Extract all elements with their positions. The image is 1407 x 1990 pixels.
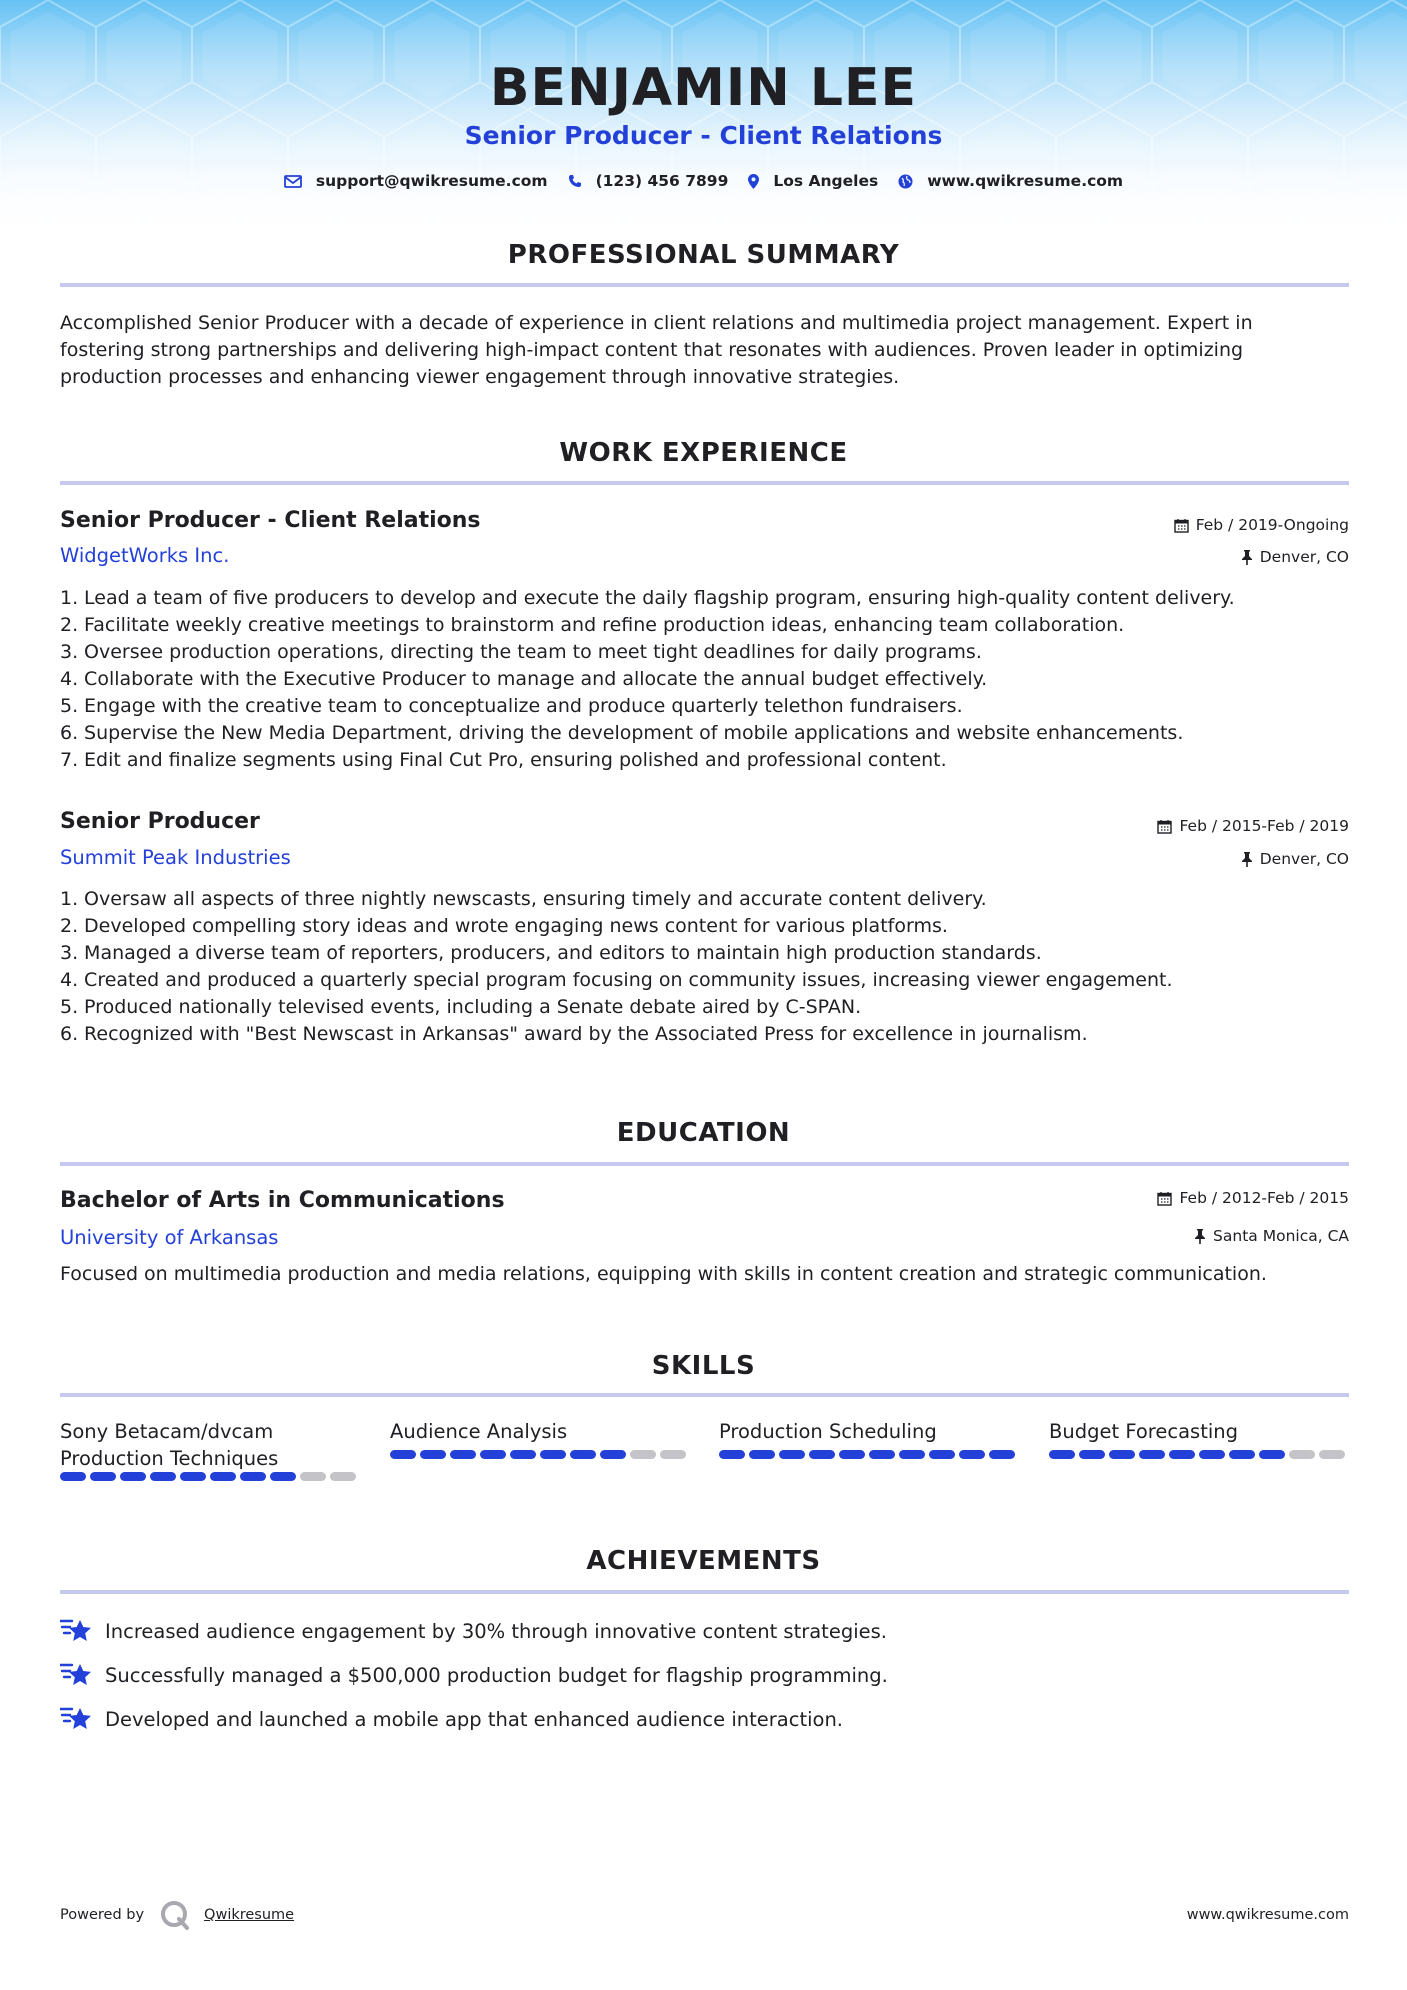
summary-divider: [60, 283, 1349, 287]
achievements-heading: ACHIEVEMENTS: [586, 1546, 821, 1576]
job-location-text: Denver, CO: [1259, 548, 1349, 566]
achievement-text: Developed and launched a mobile app that enhanced audience interaction.: [105, 1707, 844, 1731]
summary-line: fostering strong partnerships and delivering high-impact content that resonates with audiences. Proven leader in optimizing: [60, 339, 1244, 361]
skill-level-bar: [60, 1472, 360, 1481]
footer-powered-by: [60, 1900, 294, 1930]
skill-level-bar: [390, 1450, 690, 1459]
skill-segment-filled: [1169, 1450, 1195, 1459]
pushpin-icon: [1194, 1229, 1206, 1244]
skill-name: Sony Betacam/dvcam Production Techniques: [60, 1420, 279, 1470]
skills-divider: [60, 1393, 1349, 1397]
education-school: University of Arkansas: [60, 1226, 279, 1249]
job-location: [1241, 548, 1349, 566]
list-item: 6. Supervise the New Media Department, driving the development of mobile applications and website enhancements.: [60, 722, 1184, 744]
skill-segment-filled: [450, 1450, 476, 1459]
contact-email[interactable]: [284, 172, 548, 190]
skill-item: [719, 1418, 1019, 1459]
skill-segment-filled: [1139, 1450, 1165, 1459]
pushpin-icon: [1241, 550, 1253, 565]
job-location: [1241, 850, 1349, 868]
job-company: Summit Peak Industries: [60, 846, 291, 869]
skill-segment-filled: [1079, 1450, 1105, 1459]
skill-segment-filled: [1199, 1450, 1225, 1459]
header-background: [0, 0, 1407, 240]
skill-level-bar: [719, 1450, 1019, 1459]
skill-segment-filled: [120, 1472, 146, 1481]
list-item: 3. Managed a diverse team of reporters, producers, and editors to maintain high production standards.: [60, 942, 1042, 964]
contact-email-text: support@qwikresume.com: [315, 172, 548, 190]
list-item: 2. Facilitate weekly creative meetings to brainstorm and refine production ideas, enhancing team collaboration.: [60, 614, 1125, 636]
skill-name: Audience Analysis: [390, 1420, 568, 1443]
education-degree: Bachelor of Arts in Communications: [60, 1188, 505, 1213]
skill-segment-filled: [150, 1472, 176, 1481]
list-item: 7. Edit and finalize segments using Final Cut Pro, ensuring polished and professional content.: [60, 749, 947, 771]
skill-segment-filled: [570, 1450, 596, 1459]
skill-segment-filled: [420, 1450, 446, 1459]
skill-item: [390, 1418, 690, 1459]
list-item: 5. Produced nationally televised events, including a Senate debate aired by C-SPAN.: [60, 996, 862, 1018]
education-date: [1157, 1189, 1349, 1207]
skill-segment-filled: [989, 1450, 1015, 1459]
star-badge-icon: [60, 1617, 93, 1645]
skill-segment-empty: [1289, 1450, 1315, 1459]
education-date-text: Feb / 2012-Feb / 2015: [1179, 1189, 1349, 1207]
skill-segment-empty: [1319, 1450, 1345, 1459]
skill-segment-filled: [899, 1450, 925, 1459]
skill-segment-filled: [929, 1450, 955, 1459]
list-item: 4. Collaborate with the Executive Producer to manage and allocate the annual budget effectively.: [60, 668, 988, 690]
powered-by-label: Powered by: [60, 1907, 145, 1923]
job-location-text: Denver, CO: [1259, 850, 1349, 868]
skill-item: [60, 1418, 360, 1481]
skill-segment-empty: [630, 1450, 656, 1459]
achievement-item: [60, 1705, 843, 1733]
job-date: [1157, 817, 1349, 835]
skill-segment-filled: [540, 1450, 566, 1459]
job-date-text: Feb / 2015-Feb / 2019: [1179, 817, 1349, 835]
candidate-headline: Senior Producer - Client Relations: [464, 121, 943, 150]
skill-segment-filled: [1229, 1450, 1255, 1459]
skill-segment-filled: [959, 1450, 985, 1459]
skill-segment-empty: [300, 1472, 326, 1481]
achievement-item: [60, 1617, 887, 1645]
contact-phone[interactable]: [568, 172, 729, 190]
contact-website[interactable]: [898, 172, 1123, 190]
list-item: 3. Oversee production operations, directing the team to meet tight deadlines for daily programs.: [60, 641, 982, 663]
envelope-icon: [284, 175, 302, 188]
achievement-item: [60, 1661, 888, 1689]
contact-location-text: Los Angeles: [773, 172, 879, 190]
skill-item: [1049, 1418, 1349, 1459]
contact-website-text: www.qwikresume.com: [927, 172, 1124, 190]
contact-location: [748, 172, 878, 190]
experience-heading: WORK EXPERIENCE: [559, 438, 848, 468]
skill-segment-filled: [749, 1450, 775, 1459]
skill-segment-empty: [330, 1472, 356, 1481]
skill-segment-filled: [480, 1450, 506, 1459]
list-item: 5. Engage with the creative team to conceptualize and produce quarterly telethon fundraisers.: [60, 695, 963, 717]
skill-segment-filled: [839, 1450, 865, 1459]
job-bullets: [60, 886, 1349, 1048]
skill-segment-filled: [180, 1472, 206, 1481]
hexagon-pattern: [0, 0, 1407, 240]
job-title: Senior Producer - Client Relations: [60, 508, 481, 533]
skill-level-bar: [1049, 1450, 1349, 1459]
skill-segment-filled: [1259, 1450, 1285, 1459]
skill-segment-filled: [719, 1450, 745, 1459]
achievement-text: Successfully managed a $500,000 production budget for flagship programming.: [105, 1663, 888, 1687]
education-location: [1194, 1227, 1349, 1245]
phone-icon: [568, 174, 582, 188]
skill-segment-filled: [90, 1472, 116, 1481]
education-description: Focused on multimedia production and media relations, equipping with skills in content creation and strategic communication.: [60, 1263, 1267, 1285]
calendar-icon: [1157, 1191, 1172, 1206]
skills-heading: SKILLS: [651, 1351, 756, 1381]
experience-divider: [60, 481, 1349, 485]
summary-line: production processes and enhancing viewer engagement through innovative strategies.: [60, 366, 900, 388]
qwikresume-link[interactable]: Qwikresume: [204, 1907, 295, 1923]
list-item: 1. Lead a team of five producers to develop and execute the daily flagship program, ensuring high-quality content delivery.: [60, 587, 1235, 609]
skill-name: Budget Forecasting: [1049, 1420, 1239, 1443]
contact-bar: [0, 172, 1407, 190]
skill-segment-filled: [809, 1450, 835, 1459]
job-bullets: [60, 585, 1349, 774]
job-date: [1174, 516, 1349, 534]
skill-segment-filled: [1049, 1450, 1075, 1459]
qwikresume-logo-icon: [160, 1900, 190, 1930]
achievements-divider: [60, 1590, 1349, 1594]
job-company: WidgetWorks Inc.: [60, 544, 230, 567]
summary-heading: PROFESSIONAL SUMMARY: [507, 240, 900, 270]
calendar-icon: [1174, 518, 1189, 533]
education-heading: EDUCATION: [616, 1118, 791, 1148]
achievement-text: Increased audience engagement by 30% through innovative content strategies.: [105, 1619, 887, 1643]
skill-segment-filled: [779, 1450, 805, 1459]
calendar-icon: [1157, 819, 1172, 834]
summary-text: [60, 310, 1349, 391]
candidate-name: BENJAMIN LEE: [489, 58, 918, 118]
skill-segment-empty: [660, 1450, 686, 1459]
contact-phone-text: (123) 456 7899: [595, 172, 729, 190]
skill-segment-filled: [390, 1450, 416, 1459]
map-pin-icon: [748, 174, 759, 189]
footer-website[interactable]: www.qwikresume.com: [1186, 1907, 1349, 1923]
star-badge-icon: [60, 1661, 93, 1689]
list-item: 2. Developed compelling story ideas and wrote engaging news content for various platforms.: [60, 915, 948, 937]
skill-segment-filled: [869, 1450, 895, 1459]
skill-segment-filled: [1109, 1450, 1135, 1459]
summary-line: Accomplished Senior Producer with a decade of experience in client relations and multimedia project management. Expert in: [60, 312, 1253, 334]
skill-segment-filled: [600, 1450, 626, 1459]
skill-segment-filled: [240, 1472, 266, 1481]
skill-segment-filled: [510, 1450, 536, 1459]
skill-segment-filled: [210, 1472, 236, 1481]
list-item: 1. Oversaw all aspects of three nightly newscasts, ensuring timely and accurate content delivery.: [60, 888, 987, 910]
job-title: Senior Producer: [60, 809, 260, 834]
list-item: 4. Created and produced a quarterly special program focusing on community issues, increasing viewer engagement.: [60, 969, 1173, 991]
pushpin-icon: [1241, 852, 1253, 867]
education-divider: [60, 1162, 1349, 1166]
job-date-text: Feb / 2019-Ongoing: [1195, 516, 1349, 534]
list-item: 6. Recognized with "Best Newscast in Arkansas" award by the Associated Press for excellence in journalism.: [60, 1023, 1088, 1045]
skill-segment-filled: [270, 1472, 296, 1481]
skill-name: Production Scheduling: [719, 1420, 937, 1443]
skill-segment-filled: [60, 1472, 86, 1481]
star-badge-icon: [60, 1705, 93, 1733]
education-location-text: Santa Monica, CA: [1213, 1227, 1349, 1245]
globe-icon: [898, 174, 913, 189]
